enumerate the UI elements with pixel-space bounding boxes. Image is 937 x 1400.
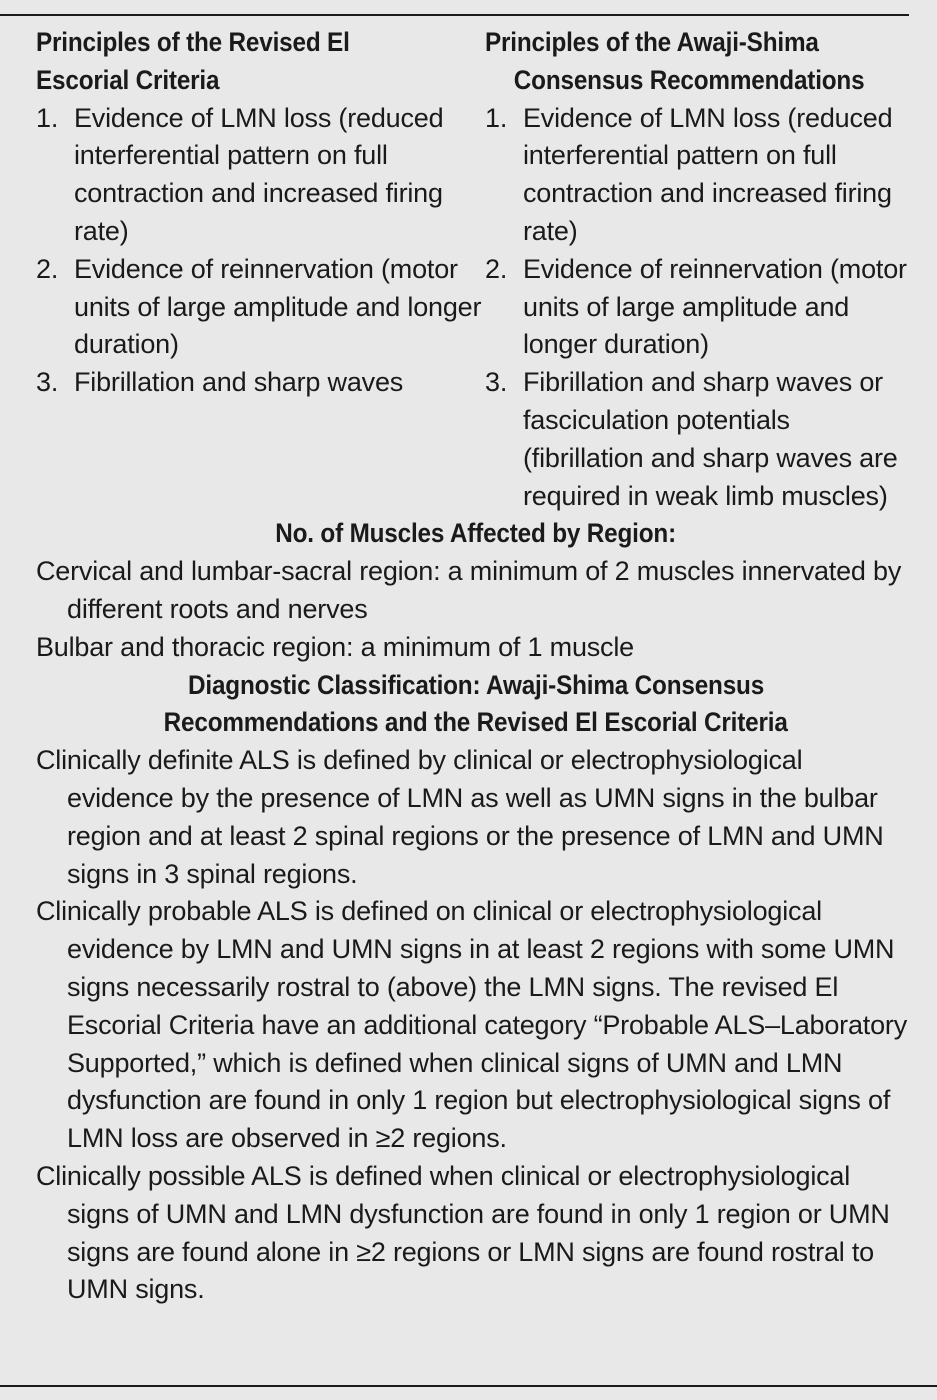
item-text: Evidence of LMN loss (reduced interferential pattern on full contraction and increased firing rate) (74, 102, 444, 246)
item-text: Fibrillation and sharp waves (74, 367, 404, 398)
right-heading-line2: Consensus Recommendations (513, 64, 865, 95)
item-text: Fibrillation and sharp waves or fasciculation potentials (fibrillation and sharp waves are required in weak limb muscles) (523, 367, 898, 511)
right-principles-list (485, 100, 916, 516)
item-number: 2. (36, 253, 59, 284)
muscles-entry-cervical: Cervical and lumbar-sacral region: a minimum of 2 muscles innervated by different roots and nerves (36, 556, 902, 624)
list-item (485, 251, 916, 364)
left-principles-list (36, 100, 485, 402)
item-number: 1. (485, 102, 508, 133)
right-column (485, 24, 916, 515)
criteria-table (36, 24, 916, 1309)
classification-heading (36, 667, 916, 743)
list-item (36, 251, 485, 364)
item-text: Evidence of reinnervation (motor units of large amplitude and longer duration) (74, 253, 482, 360)
item-text: Evidence of LMN loss (reduced interferential pattern on full contraction and increased firing rate) (523, 102, 893, 246)
left-heading-line2: Escorial Criteria (36, 64, 220, 95)
right-column-heading (485, 24, 916, 100)
item-number: 3. (485, 367, 508, 398)
bottom-rule (0, 1385, 937, 1387)
item-text: Evidence of reinnervation (motor units of large amplitude and longer duration) (523, 253, 907, 360)
item-number: 2. (485, 253, 508, 284)
list-item (485, 364, 916, 515)
criteria-columns (36, 24, 916, 515)
classification-definite: Clinically definite ALS is defined by clinical or electrophysiological evidence by the presence of LMN as well as UMN signs in the bulbar region and at least 2 spinal regions or the presence of LMN and UMN signs in 3 spinal regions. (36, 745, 884, 889)
right-heading-line1: Principles of the Awaji-Shima (485, 27, 819, 57)
classification-probable: Clinically probable ALS is defined on clinical or electrophysiological evidence by LMN and UMN signs in at least 2 regions with some UMN signs necessarily rostral to (above) the LMN signs. The revised El Escorial Criteria have an additional category “Probable ALS–Laboratory Supported,” which is defined when clinical signs of UMN and LMN dysfunction are found in only 1 region but electrophysiological signs of LMN loss are observed in ≥2 regions. (36, 896, 907, 1154)
classification-heading-line1: Diagnostic Classification: Awaji-Shima Consensus (187, 669, 765, 700)
item-number: 3. (36, 367, 59, 398)
list-item (36, 364, 485, 402)
left-column-heading (36, 24, 485, 100)
left-heading-line1: Principles of the Revised El (36, 27, 350, 57)
list-item (36, 100, 485, 251)
left-column (36, 24, 485, 515)
muscles-heading-text: No. of Muscles Affected by Region: (275, 518, 677, 549)
top-rule (0, 14, 909, 16)
classification-heading-line2: Recommendations and the Revised El Escorial Criteria (163, 707, 788, 738)
muscles-entry-bulbar: Bulbar and thoracic region: a minimum of 1 muscle (36, 631, 634, 662)
muscles-heading (36, 515, 916, 553)
classification-possible: Clinically possible ALS is defined when clinical or electrophysiological signs of UMN and LMN dysfunction are found in only 1 region or UMN signs are found alone in ≥2 regions or LMN signs are found rostral to UMN signs. (36, 1160, 890, 1305)
item-number: 1. (36, 102, 59, 133)
list-item (485, 100, 916, 251)
